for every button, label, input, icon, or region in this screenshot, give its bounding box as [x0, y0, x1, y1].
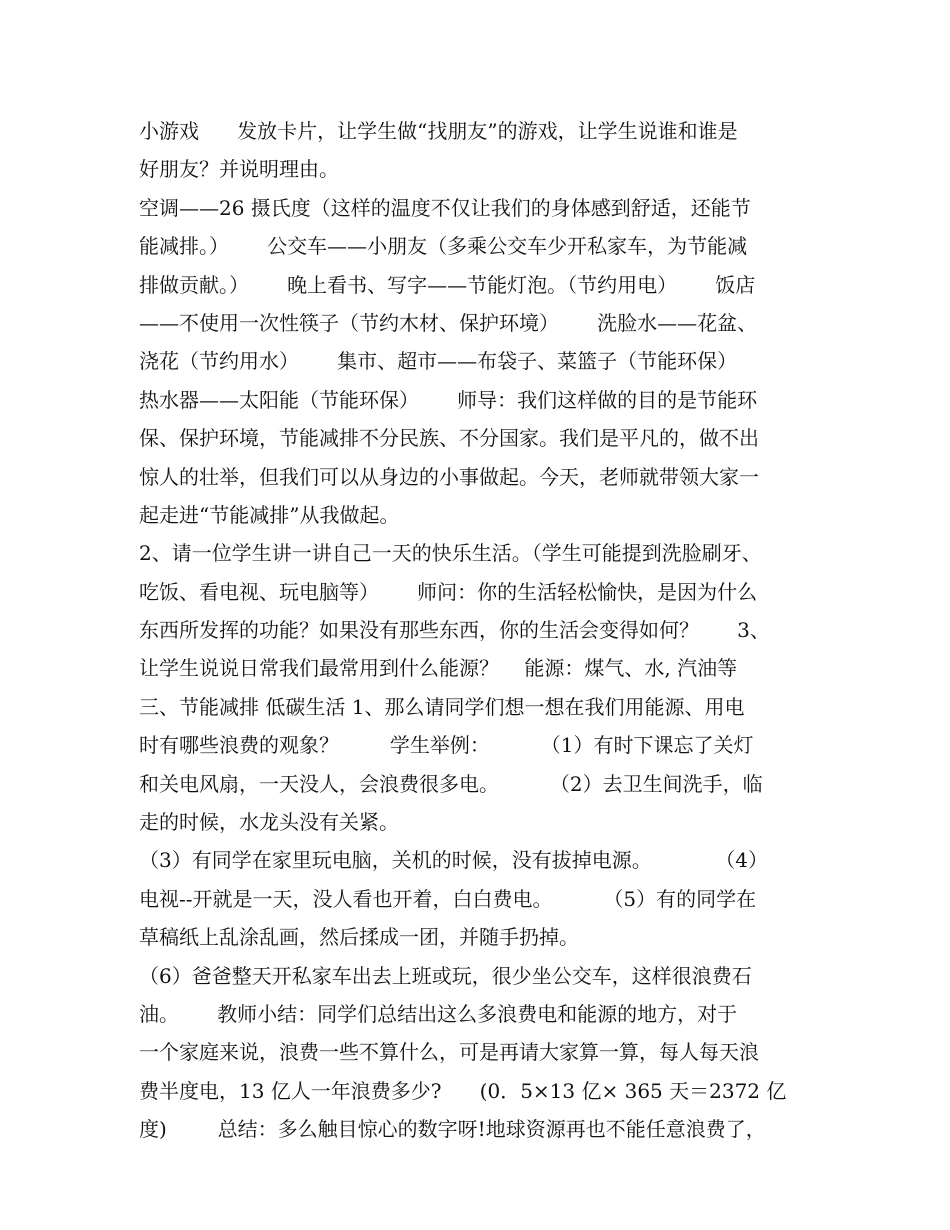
- text-line: 草稿纸上乱涂乱画，然后揉成一团，并随手扔掉。: [139, 925, 579, 950]
- text-line: （6）爸爸整天开私家车出去上班或玩，很少坐公交车，这样很浪费石: [139, 963, 752, 988]
- text-line: 能减排。） 公交车——小朋友（多乘公交车少开私家车，为节能减: [139, 234, 748, 259]
- text-line: 东西所发挥的功能？如果没有那些东西，你的生活会变得如何？ 3、: [139, 618, 770, 643]
- text-line: 和关电风扇，一天没人，会浪费很多电。 （2）去卫生间洗手，临: [139, 771, 763, 796]
- text-line: 三、节能减排 低碳生活 1、那么请同学们想一想在我们用能源、用电: [139, 694, 745, 719]
- text-line: 浇花（节约用水） 集市、超市——布袋子、菜篮子（节能环保）: [139, 349, 738, 374]
- text-line: 排做贡献。） 晚上看书、写字——节能灯泡。（节约用电） 饭店: [139, 272, 756, 297]
- text-line: 起走进“节能减排”从我做起。: [139, 502, 400, 527]
- text-line: 热水器——太阳能（节能环保） 师导：我们这样做的目的是节能环: [139, 387, 758, 412]
- text-line: ——不使用一次性筷子（节约木材、保护环境） 洗脸水——花盆、: [139, 310, 758, 335]
- text-line: 电视--开就是一天，没人看也开着，白白费电。 （5）有的同学在: [139, 886, 757, 911]
- body-text: [139, 112, 829, 1149]
- text-line: 2、请一位学生讲一讲自己一天的快乐生活。（学生可能提到洗脸刷牙、: [139, 541, 762, 566]
- text-line: 小游戏 发放卡片，让学生做“找朋友”的游戏，让学生说谁和谁是: [139, 119, 738, 143]
- text-line: （3）有同学在家里玩电脑，关机的时候，没有拔掉电源。 （4）: [139, 848, 769, 873]
- text-line: 油。 教师小结：同学们总结出这么多浪费电和能源的地方，对于: [139, 1001, 738, 1026]
- text-line: 惊人的壮举，但我们可以从身边的小事做起。今天，老师就带领大家一: [139, 464, 759, 489]
- text-line: 一个家庭来说，浪费一些不算什么，可是再请大家算一算，每人每天浪: [139, 1040, 759, 1065]
- text-line: 吃饭、看电视、玩电脑等） 师问：你的生活轻松愉快，是因为什么: [139, 579, 758, 604]
- text-line: 走的时候，水龙头没有关紧。: [139, 810, 399, 835]
- text-line: 好朋友？并说明理由。: [139, 157, 339, 182]
- text-line: 空调——26 摄氏度（这样的温度不仅让我们的身体感到舒适，还能节: [139, 195, 751, 220]
- text-line: 费半度电，13 亿人一年浪费多少? (0．5×13 亿× 365 天＝2372 亿: [139, 1078, 787, 1103]
- text-line: 时有哪些浪费的观象？ 学生举例： （1）有时下课忘了关灯: [139, 733, 754, 758]
- text-line: 让学生说说日常我们最常用到什么能源？ 能源：煤气、水, 汽油等: [139, 656, 738, 681]
- text-line: 度) 总结：多么触目惊心的数字呀!地球资源再也不能任意浪费了，: [139, 1117, 766, 1142]
- text-line: 保、保护环境，节能减排不分民族、不分国家。我们是平凡的，做不出: [139, 426, 759, 451]
